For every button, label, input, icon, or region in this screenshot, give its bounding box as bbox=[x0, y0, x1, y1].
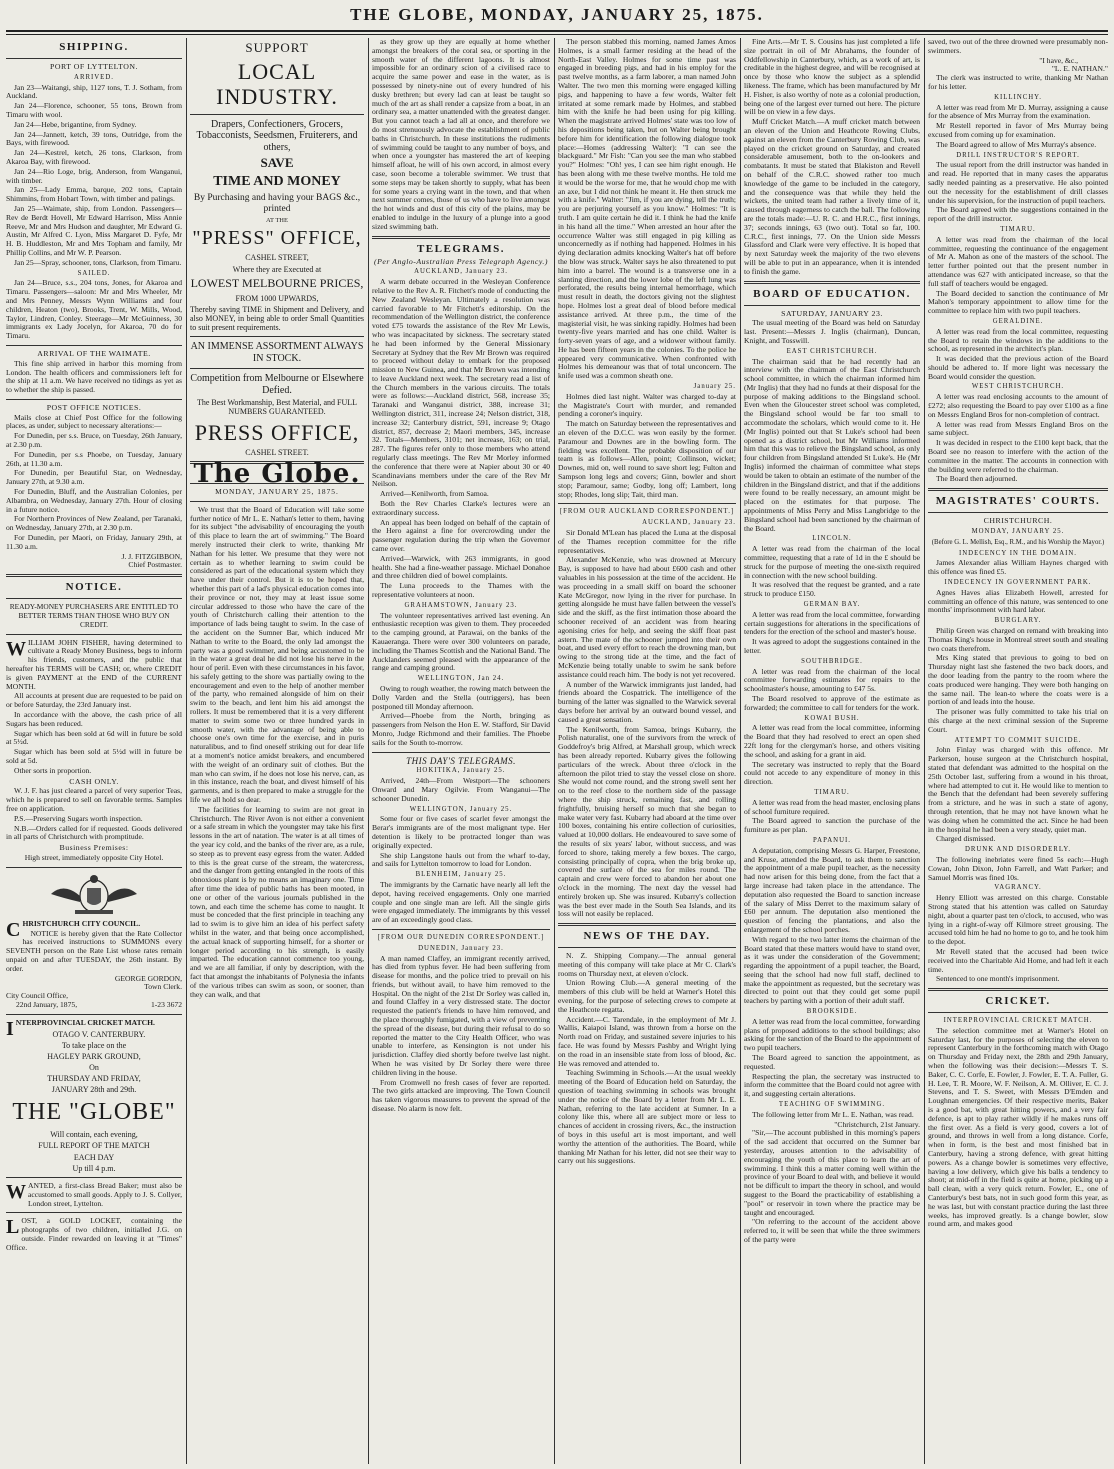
board-subheading: PAPANUI. bbox=[813, 836, 851, 844]
board-text: A letter was read from the local committee, requesting the Board to retain the windows in the additions to the school, as represented in the architect's plan. bbox=[928, 326, 1108, 354]
divider bbox=[372, 929, 550, 930]
cash-only-heading: CASH ONLY. bbox=[69, 776, 119, 786]
shipping-heading: SHIPPING. bbox=[59, 41, 129, 53]
board-text: The Board agreed to sanction the purchase of the furniture as per plan. bbox=[744, 816, 920, 835]
news-of-the-day-heading: NEWS OF THE DAY. bbox=[583, 930, 711, 943]
todays-telegrams-heading: THIS DAY'S TELEGRAMS. bbox=[406, 755, 516, 766]
cricket-teams: OTAGO V. CANTERBURY. bbox=[52, 1029, 146, 1039]
board-intro: The usual meeting of the Board was held on Saturday last. Present:—Messrs J. Inglis (chairman), Duncan, Knight, and Tosswill. bbox=[744, 318, 920, 345]
telegram-text: Some four or five cases of scarlet fever amongst the Berar's immigrants are of the most malignant type. Her detention is likely to be protracted longer than was originally expected. bbox=[372, 814, 550, 850]
telegram-text: Arrived—Warwick, with 263 immigrants, in good health. She had a fine-weather passage. Michael Donahoe and three children died of bowel complaints. bbox=[372, 553, 550, 581]
board-text: The Board then adjourned. bbox=[936, 474, 1018, 484]
telegram-text: Holmes died last night. Walter was charged to-day at the Magistrate's Court with murder, and remanded pending a coroner's inquiry. bbox=[558, 391, 736, 419]
sailed-heading: SAILED. bbox=[77, 269, 111, 277]
letter-signature: "L. E. NATHAN." bbox=[1051, 64, 1108, 74]
divider bbox=[6, 1014, 182, 1015]
court-text: Mr Revell stated that the accused had been twice received into the Charitable Aid Home, and had left it each time. bbox=[928, 946, 1108, 974]
arrived-list-item: Jan 25—Lady Emma, barque, 202 tons, Captain Shimmins, from Hobart Town, with timber and palings. bbox=[6, 185, 182, 204]
globe-ad-line: Will contain, each evening, bbox=[50, 1130, 138, 1140]
dateline: AUCKLAND, January 23. bbox=[642, 519, 736, 527]
column-rule bbox=[368, 38, 369, 1464]
court-bench: (Before G. L. Mellish, Esq., R.M., and his Worship the Mayor.) bbox=[931, 538, 1105, 546]
post-office-heading: POST OFFICE NOTICES. bbox=[46, 402, 142, 412]
muff-cricket-text: Muff Cricket Match.—A muff cricket match between an eleven of the Union and Heathcote Rowing Clubs, against an eleven from the Canterbury Rowing Club, was played on the cricket ground on Saturday, and created considerable amusement, both to the on-lookers and combatants. It must be stated that Blakiston and Revell on behalf of the C.R.C. showed rather too much knowledge of the game to be included in the category, and the consequence was that while they held the wickets, the united team had rather a lively time of it, caused through eagerness to catch the ball. The following are the totals made:—U. R. C. and H.R.C., first innings, 37; seconds innings, 63 (two out). Total so far, 100. C.R.C., first innings, 77. On the Union side Messrs Glassford and Clark were very effective. It is hoped that by next Saturday week the majority of the two elevens will be able to put in an appearance, when it is intended to finish the game. bbox=[744, 117, 920, 276]
fine-arts-text: Fine Arts.—Mr T. S. Cousins has just completed a life size portrait in oil of Mr Abrahams, the founder of Oddfellowship in Canterbury, which, as a work of art, is creditable in the highest degree, and will be recognised at once by those who know the subject as a splendid likeness. The frame, which has been manufactured by Mr H. Fisher, is also worthy of note as a colonial production, being one of the largest ever turned out here. The picture will be on view in a few days. bbox=[744, 38, 920, 117]
telegram-text: Arrived—Kenilworth, from Samoa. bbox=[380, 489, 489, 499]
board-text: It was decided in respect to the £100 kept back, that the Board see no reason to interfere with the action of the committee in the matter. The accounts in connection with the building were referred to the chairman. bbox=[928, 438, 1108, 474]
board-text: Respecting the plan, the secretary was instructed to inform the committee that the Board could not agree with it, and suggesting certain alterations. bbox=[744, 1071, 920, 1099]
fisher-notice-list bbox=[6, 692, 182, 775]
notice-subheading: READY-MONEY PURCHASERS ARE ENTITLED TO BETTER TERMS THAN THOSE WHO BUY ON CREDIT. bbox=[9, 602, 179, 629]
ad-support: SUPPORT bbox=[245, 40, 309, 55]
court-subheading: INDECENCY IN THE DOMAIN. bbox=[958, 549, 1077, 557]
telegram-text: The Luna proceeds to the Thames with the representative volunteers at noon. bbox=[372, 581, 550, 600]
nb-text: N.B.—Orders called for if requested. Goods delivered in all parts of Christchurch with promptitude. bbox=[6, 823, 182, 842]
ad-from: FROM 1000 UPWARDS, bbox=[235, 293, 319, 303]
divider bbox=[558, 923, 736, 926]
court-text: Henry Elliott was arrested on this charge. Constable Strong stated that his attention was called on Saturday night, about a quarter past ten o'clock, to accused, who was lying in a right-of-way off Kilmore street grousing. The accused told him he had no home to go to, and he took him to the depot. bbox=[928, 893, 1108, 947]
divider bbox=[928, 512, 1108, 513]
board-date: SATURDAY, JANUARY 23. bbox=[781, 308, 883, 318]
board-text: A letter was read from Messrs England Bros on the same subject. bbox=[928, 419, 1108, 438]
column-2 bbox=[190, 38, 364, 1464]
board-text: A letter was read from the local committee, forwarding plans of proposed additions to the school buildings; also asking for the sanction of the Board to the appointment of two pupil teachers. bbox=[744, 1016, 920, 1053]
post-office-list-item: For Dunedin, Bluff, and the Australian Colonies, per Albambra, on Wednesday, January 27th. Hour of closing in a future notice. bbox=[6, 487, 182, 514]
board-text: A letter was read from the local committee, forwarding certain suggestions for alterations in the specifications of tenders for the erection of the school and master's house. bbox=[744, 609, 920, 637]
divider bbox=[190, 114, 364, 115]
post-office-list-item: For Dunedin, per Beautiful Star, on Wednesday, January 27th, at 9.30 a.m. bbox=[6, 468, 182, 487]
column-rule bbox=[554, 38, 555, 1464]
dateline: AUCKLAND, January 23. bbox=[414, 268, 508, 276]
ad-by-purchasing: By Purchasing and having your BAGS &c., printed bbox=[193, 193, 361, 214]
board-subheading: TEACHING OF SWIMMING. bbox=[778, 1101, 886, 1109]
telegram-text: An appeal has been lodged on behalf of the captain of the Hero against a fine for overcrowding under the passenger regulation during the trip when the Governor came over. bbox=[372, 517, 550, 554]
board-text: The Board agreed to allow of Mrs Murray's absence. bbox=[936, 139, 1097, 149]
cricket-place-1: To take place on the bbox=[61, 1040, 127, 1050]
board-subheading: LINCOLN. bbox=[812, 535, 852, 543]
telegram-text: The immigrants by the Carnatic have nearly all left the depot, having received engagements. Only one married couple and one single man are left. All the single girls were engaged immediately. The immigrants by this vessel are of an exceedingly good class. bbox=[372, 879, 550, 925]
divider bbox=[928, 988, 1108, 991]
news-items-item: Union Rowing Club.—A general meeting of the members of this club will be held at Warner's Hotel this evening, for the purpose of selecting crews to compete at the Heathcote regatta. bbox=[558, 978, 736, 1014]
cricket-text: The selection committee met at Warner's Hotel on Saturday last, for the purposes of selecting the eleven to represent Canterbury in the forthcoming match with Otago on Thursday and Friday next, the 28th and 29th January, when the following was their decision:—Messrs T. S. Baker, C. C. Corfe, E. Fowler, J. Fowler, E. T. A. Fuller, G. H. Lee, T. R. Moore, W. F. Neilson, A. M. Olliver, E. C. J. Stevens, and T. S. Sweet, with Messrs D'Emden and Loughnan emergencies. Of their respective merits, Baker is a good bat, with great hitting powers, and a very fair defence, is apt to play rather wildly if he makes runs off the first over. As a field is very good, covers a lot of ground, and throws in well from a long distance. Corfe, when in form, is the best and most finished bat in Canterbury, having a strong defence, with great hitting powers. As a change bowler is sometimes very effective, having a low delivery, which give his balls a tendency to shoot; at mid-off in the field is quite at home, picking up a ball clean, with a very quick return. Fowler, E., one of Canterbury's best bats, not in such good form this year, as he was last, but with constant practice during the last three weeks, has improved greatly. Is a change bowler, slow round arm, and makes good bbox=[928, 1025, 1108, 1229]
drop-cap: I bbox=[6, 1017, 14, 1040]
telegram-text: Arrived—Phoebe from the North, bringing as passengers from Nelson the Hon E. W. Stafford, Sir David Monro, Judge Richmond and their families. The Phoebe sails for the South to-morrow. bbox=[372, 711, 550, 747]
letter-date: "Christchurch, 21st January. bbox=[834, 1119, 920, 1129]
board-text: The usual report from the drill instructor was handed in and read. He reported that in many cases the apparatus sadly needed painting as a preservative. He also pointed out the necessity for the establishment of drill classes under his supervision, for the instruction of pupil teachers. bbox=[928, 160, 1108, 205]
column-rule bbox=[740, 38, 741, 1464]
column-rule bbox=[186, 38, 187, 1464]
ad-best: The Best Workmanship, Best Material, and FULL NUMBERS GUARANTEED. bbox=[196, 398, 358, 417]
board-text: The Board agreed to sanction the appointment, as requested. bbox=[744, 1053, 920, 1071]
board-subheading: GERMAN BAY. bbox=[803, 601, 861, 609]
postmaster-title: Chief Postmaster. bbox=[128, 560, 182, 570]
board-text: With regard to the two latter items the chairman of the Board stated that these matters would have to stand over, as it was under the consideration of the Government; regarding the appointment of a pupil teacher, the Board, seeing that the school had now full staff, declined to make the appointment as requested, but the secretary was directed to point out that they could get some pupil teachers by parting with a portion of their adult staff. bbox=[744, 934, 920, 1006]
letter-closing: "I have, &c., bbox=[1039, 55, 1078, 65]
cricket-place-2: HAGLEY PARK GROUND, bbox=[47, 1051, 141, 1061]
arrived-list-item: Jan 24—Hebe, brigantine, from Sydney. bbox=[14, 119, 137, 129]
board-subheading: TIMARU. bbox=[1000, 225, 1036, 233]
divider bbox=[6, 634, 182, 635]
board-text: The Board resolved to approve of the estimate as forwarded; the committee to call for tenders for the work. bbox=[744, 693, 920, 712]
drop-cap: W bbox=[6, 1180, 26, 1203]
board-text: The secretary was instructed to reply that the Board could not accede to any expenditure of money in this direction. bbox=[744, 759, 920, 787]
court-text: Sentenced to one month's imprisonment. bbox=[936, 974, 1060, 984]
arrived-list bbox=[6, 84, 182, 268]
arrived-list-item: Jan 25—Spray, schooner, tons, Clarkson, from Timaru. bbox=[14, 257, 182, 267]
board-text: The Board decided to sanction the continuance of Mr Mahon's temporary appointment to allow time for the committee to replace him with two pupil teachers. bbox=[928, 288, 1108, 316]
ad-immense: AN IMMENSE ASSORTMENT ALWAYS IN STOCK. bbox=[190, 341, 364, 364]
telegram-text: The Kenilworth, from Samoa, brings Kubarry, the Polish naturalist, one of the survivors from the wreck of Goddefroy's brig Alfred, at Marshall group, which wreck has been already reported. Kubarry gives the following particulars of the wreck. About three o'clock in the afternoon the pilot tried to stay the vessel close on shore. She would not come round, and the strong swell sent her on to the reef close to the northern side of the passage where the ship struck, remaining fast, and rolling frightfully, bruising herself so much that she began to make water very fast. Kubarry had aboard at the time over 100 boxes, containing his entire collection of curiosities, valued at 10,000 dollars. He endeavoured to save some of the results of six years' labor, without success, and was forced to shore, taking merely a few boxes. The cargo, consisting principally of copra, when the brig broke up, covered the surface of the sea for miles round. The captain and crew were forced to abandon her about one o'clock in the morning. The next day the vessel had entirely broken up. She was insured. Kubarry's collection was the best ever made in the South Sea Islands, and its loss will not easily be replaced. bbox=[558, 724, 736, 919]
telegram-text: Both the Rev Charles Clarke's lectures were an extraordinary success. bbox=[372, 499, 550, 517]
telegram-text: Alexander McKenzie, who was drowned at Mercury Bay, is supposed to have had about £600 cash and other valuables in his possession at the time of the accident. He was proceeding in a small skiff on board the schooner Kate McGregor, now lying in the river for purchase. In getting alongside he must have fallen between the vessel's side and the skiff, as the first intimation those aboard the schooner received of an accident was from hearing agonising cries for help, and seeing the skiff float past astern. The mate of the schooner jumped into their own boat, and used every effort to reach the drowning man, but owing to the strong tide at the time, and the fact of McKenzie being totally unable to swim he sank before assistance could reach him. The body is not yet recovered. bbox=[558, 555, 736, 679]
ad-cashel-street: CASHEL STREET, bbox=[245, 253, 309, 263]
board-text: The clerk was instructed to write, thanking Mr Nathan for his letter. bbox=[928, 73, 1108, 91]
ad-local-industry: LOCAL INDUSTRY. bbox=[216, 58, 338, 110]
ad-time-money: TIME AND MONEY bbox=[213, 173, 341, 189]
divider bbox=[6, 399, 182, 400]
correspondent-heading: [FROM OUR DUNEDIN CORRESPONDENT.] bbox=[377, 933, 545, 941]
arrival-waimate-heading: ARRIVAL OF THE WAIMATE. bbox=[37, 348, 151, 358]
drop-cap: W bbox=[6, 637, 26, 660]
court-text: The following inebriates were fined 5s each:—Hugh Cowan, John Dixon, John Farrell, and Watt Parker; and Samuel Morris was fined 10s. bbox=[928, 854, 1108, 882]
ad-cashel-street-2: CASHEL STREET. bbox=[245, 447, 309, 457]
telegram-text: Owing to rough weather, the rowing match between the Dolly Varden and the Stella (outriggers), has been postponed till Monday afternoon. bbox=[372, 683, 550, 711]
masthead-rule-thin bbox=[6, 34, 1108, 35]
dateline: DUNEDIN, January 23. bbox=[418, 944, 504, 952]
column-rule bbox=[924, 38, 925, 1464]
cricket-days: THURSDAY AND FRIDAY, bbox=[47, 1074, 141, 1084]
premises-heading: Business Premises: bbox=[59, 843, 129, 853]
board-text: A letter was read from the head master, enclosing plans of school furniture required. bbox=[744, 797, 920, 816]
court-subheading: ATTEMPT TO COMMIT SUICIDE. bbox=[954, 736, 1082, 744]
cricket-subheading: INTERPROVINCIAL CRICKET MATCH. bbox=[943, 1017, 1093, 1025]
divider bbox=[6, 1177, 182, 1178]
board-text: A letter was read enclosing accounts to the amount of £272; also requesting the Board to pay over £100 as a fine on Messrs England Bros for non-completion of contract. bbox=[928, 392, 1108, 419]
news-items-item: N. Z. Shipping Company.—The annual general meeting of this company will take place at Mr C. Clark's rooms on Thursday next, at eleven o'clock. bbox=[558, 951, 736, 978]
divider bbox=[190, 368, 364, 369]
board-text: A letter was read from the chairman of the local committee, requesting the continuance of the engagement of Mr A. Mahon as one of the masters of the school. The letter further pointed out that the present number in attendance was 627 with anticipated increase, so that the full staff of teachers would be engaged. bbox=[928, 234, 1108, 288]
telegram-text: A man named Claffey, an immigrant recently arrived, has died from typhus fever. He had been suffering from disease for months, and the police tried to prevail on his friends, but without avail, to have him removed to the Hospital. On the night of the 21st Dr Sorley was called in, and found Claffey in a very distressed state. The doctor requested the patient's friends to have him removed, and the place thoroughly fumigated, with a view of preventing the spread of the disease, but during their refusal to do so reported the matter to the City Health Officer, who was unable to interfere, as Kensington is not under his jurisdiction. Claffey died shortly before twelve last night. When he was visited by Dr Sorley there were three children living in the house. bbox=[372, 953, 550, 1077]
council-notice-text: NOTICE is hereby given that the Rate Collector has received instructions to SUMMONS every SEVENTH person on the Rate List whose rates remain unpaid on and after TUESDAY, the 26th instant. By order. bbox=[6, 928, 182, 973]
telegram-text: She ship Langstone hauls out from the wharf to-day, and sails for Lyttelton tomorrow to load for London. bbox=[372, 850, 550, 869]
letter-text: "On referring to the account of the accident above referred to, it will be seen that while the three swimmers of the party were bbox=[744, 1217, 920, 1244]
ad-press-office-2: PRESS OFFICE, bbox=[194, 419, 360, 445]
column-1 bbox=[6, 38, 182, 1464]
post-office-list-item: Mails close at Chief Post Office for the following places, as under, subject to necessary alterations:— bbox=[6, 412, 182, 431]
column-3 bbox=[372, 38, 550, 1464]
fisher-notice-text: ILLIAM JOHN FISHER, having determined to cultivate a Ready Money Business, begs to inform his friends, customers, and the public that hereafter his TERMS will be CASH; or, where CREDIT is given PAYMENT at the END of the CURRENT MONTH. bbox=[6, 637, 182, 691]
globe-ad-line: FULL REPORT OF THE MATCH bbox=[38, 1141, 150, 1151]
dateline: WELLINGTON, Jan 24. bbox=[417, 675, 505, 683]
divider bbox=[6, 867, 182, 868]
court-text: Agnes Haves alias Elizabeth Howell, arrested for committing an offence of this nature, was sentenced to one months' imprisonment with hard labor. bbox=[928, 587, 1108, 615]
court-text: Charged dismissed. bbox=[936, 834, 996, 844]
board-text: A letter was read from Mr D. Murray, assigning a cause for the absence of Mrs Murray from the examination. bbox=[928, 102, 1108, 121]
divider bbox=[372, 752, 550, 753]
divider bbox=[744, 281, 920, 284]
sailed-list bbox=[6, 279, 182, 341]
dateline: GRAHAMSTOWN, January 23. bbox=[404, 601, 518, 609]
sailed-list-item: Jan 24—Bruce, s.s., 204 tons, Jones, for Akaroa and Timaru. Passengers—saloon: Mr and Mrs Wheeler, Mr and Mrs Penney, Messrs Wynn Williams and four children, Heaton (two), Brooks, Trent, W. Mills, Wood, Taylor, Lindren, Conley. Steerage—Mr McGuinness, 30 immigrants ex Lady Jocelyn, for Akaroa, 70 do for Timaru. bbox=[6, 278, 182, 341]
news-items-item: Accident.—C. Tarendale, in the employment of Mr J. Wallis, Kaiapoi Island, was thrown from a horse on the North road on Friday, and sustained severe injuries to his face. He was found by Messrs Pashby and Wright lying on the road in an insensible state from loss of blood, &c. He was removed and attended to. bbox=[558, 1014, 736, 1068]
court-text: Mrs King stated that previous to going to bed on Thursday night last she fastened the two back doors, and the door leading from the pantry to the room where the coats produced were hanging. They were both hanging on the same nail. The lean-to where the coats were is a portion of and leads into the house. bbox=[928, 653, 1108, 707]
post-office-list-item: For Dunedin, per s.s Phoebe, on Tuesday, January 26th, at 11.30 a.m. bbox=[6, 449, 182, 468]
arrived-list-item: Jan 23—Waitangi, ship, 1127 tons, T. J. Sotham, from Auckland. bbox=[6, 82, 182, 101]
board-text: A deputation, comprising Messrs G. Harper, Freestone, and Kruse, attended the Board, to ask them to sanction the appointment of a male pupil teacher, as the necessity had now arisen for this being done, from the fact that a large increase had taken place in the attendance. The deputation also requested the Board to sanction increase of the salary of Miss Derret to the maximum salary of £60 per annum. The deputation also mentioned the question of fencing the plantations, and also the enlargement of the school porches. bbox=[744, 845, 920, 934]
letter-text: "Sir,—The account published in this morning's papers of the sad accident that occurred on the Sumner bar yesterday, arouses attention to the advisability of encouraging the youth of this place to learn the art of swimming. I think this a matter coming well within the province of your Board to deal with, and believe it would not be difficult to impart the theory in school, and would suggest to the Board the practicability of establishing a "pool" or reservoir in town where the practice may be taught and encouraged. bbox=[744, 1128, 920, 1217]
board-text: It was agreed to adopt the suggestions contained in the letter. bbox=[744, 637, 920, 655]
divider bbox=[744, 305, 920, 306]
council-heading: HRISTCHURCH CITY COUNCIL. bbox=[22, 918, 141, 928]
council-ref: 1-23 3672 bbox=[150, 999, 182, 1009]
ad-where: Where they are Executed at bbox=[232, 264, 322, 274]
court-text: Philip Green was charged on remand with breaking into Thomas King's house in Montreal street south and stealing two coats therefrom. bbox=[928, 626, 1108, 653]
arrived-list-item: Jan 24—Florence, schooner, 55 tons, Brown from Timaru with wool. bbox=[6, 101, 182, 119]
postmaster-name: J. J. FITZGIBBON, bbox=[121, 551, 182, 561]
dateline: HOKITIKA, January 25. bbox=[416, 767, 506, 775]
magistrates-courts-heading: MAGISTRATES' COURTS. bbox=[935, 495, 1101, 508]
town-clerk-title: Town Clerk. bbox=[144, 982, 182, 992]
globe-ad-line: EACH DAY bbox=[73, 1152, 115, 1162]
board-text: The Board agreed with the suggestions contained in the report of the drill instructor. bbox=[928, 205, 1108, 224]
cricket-dates: JANUARY 28th and 29th. bbox=[51, 1085, 137, 1095]
board-subheading: EAST CHRISTCHURCH. bbox=[786, 347, 878, 355]
editorial-text-item: We trust that the Board of Education will take some further notice of Mr L. E. Nathan's letter to them, having for its subject "the advisability of encouraging the youth of this place to learn the art of swimming." The Board merely instructed their clerk to write, thanking Mr Nathan for his letter. We presume that they were not certain as to whether learning to swim could be considered as part of the educational system which they have under their control. But it is to be hoped that, whether this part of a lad's physical education comes into their province or not, they may at least issue some circular addressed to those who have the care of the youth of Christchurch calling their attention to the importance of lads being taught to swim. In the case of the accident on the Sumner Bar, which induced Mr Nathan to write to the Board, the only lad amongst the party was a good swimmer, and being accustomed to be in the water a great deal he did not lose his nerve in the hour of peril. Even with these circumstances in his favor, his safely getting to the shore was partially owing to the encouragement and even to the help of another member of the party, who remained alongside of him on their swim to the beach, and lent him his aid amongst the rollers. It must be remembered that it is a very different matter to swim some two or three hundred yards in smooth water, with the advantage of being able to choose one's own time for the exercise, and in puris naturalibus, and to find oneself striking out for dear life at a moment's notice amidst breakers, and encumbered with the weight of an ordinary suit of clothes. But the man who can swim, if he does not lose his nerve, can, as in this instance, reach the boat, and divest himself of his garments, and is then prepared to make a struggle for the life we all hold so dear. bbox=[190, 504, 364, 805]
board-text: It was decided that the previous action of the Board should be adhered to. If more light was necessary the Board would consider the question. bbox=[928, 354, 1108, 381]
telegram-text: Arrived, 24th—From Westport—The schooners Onward and Mary Ogilvie. From Wanganui—The schooner Dunedin. bbox=[372, 776, 550, 803]
board-text: The following letter from Mr L. E. Nathan, was read. bbox=[752, 1109, 914, 1119]
divider bbox=[928, 488, 1108, 491]
ad-lowest-prices: LOWEST MELBOURNE PRICES, bbox=[190, 275, 364, 290]
council-date: 22nd January, 1875, bbox=[16, 999, 78, 1009]
divider bbox=[6, 58, 182, 59]
telegram-text: The volunteer representatives arrived last evening. An enthusiastic reception was given to them. They proceeded to the camping ground, at Parawai, on the banks of the Kauaeranga. There were over 300 volunteers on parade, including the Thames Scottish and the National Band. The Aucklanders seemed pleased with the appearance of the range and camping ground. bbox=[372, 610, 550, 673]
stabbing-report: The person stabbed this morning, named James Amos Holmes, is a small farmer residing at the head of the North-East Valley. Holmes for some time past was engaged in breeding pigs, and had in his employ for the past twelve months, as a farm laborer, a man named John Walter. The two men this morning were engaged killing pigs, and happening to have a few words, Walter felt irritated at some remark made by Holmes, and stabbed him with the knife he had been using for pig killing. When the magistrate arrived Holmes' state was too low of his depositions being taken, but on Walter being brought before him for identification the following dialogue took place:—Homes (addressing Walter): "I can see the blackguard." Mr Fish: "Can you see the man who stabbed you?" Holmes: "Oh! yes, I can see him right enough. He has been along with me these twelve months. He told me it would be the worse for me, that he would chop me with an axe, but I did not think he meant it. He then struck me with a knife." Walter: "Jim, if you are dying, tell the truth; you are perjuring yourself as you know." Holmes: "It is truth. I am quite certain he did it. I think he had the knife in his hand all the time." When arrested an hour after the occurrence Walter was still engaged in pig killing as unconcernedly as if nothing had happened. Holmes in his dying declaration admits knocking Walter's hat off before the blow was struck. Walter says he also threatened to put him into a barrel. The wound is a transverse one in a slanting direction, and the lower lobe of the left lung was perforated, the results being internal hemorrhage, which must result in death, the doctors giving not the slightest hope. Holmes lost a great deal of blood before medical assistance arrived. At three p.m., the time of the magisterial visit, he was sinking rapidly. Holmes had been twenty-five years married and has one child. Walter is forty-seven years of age, and a widower without family. He has been fifteen years in the colonies. To the police he appeared very communicative. When confronted with Holmes his demeanour was that of total unconcern. The knife used was a common sheath one. bbox=[558, 38, 736, 381]
page-columns bbox=[6, 38, 1108, 1464]
telegrams-heading: TELEGRAMS. bbox=[416, 242, 506, 255]
arrived-list-item: Jan 24—Kestrel, ketch, 26 tons, Clarkson, from Akaroa Bay, with firewood. bbox=[6, 148, 182, 166]
arrived-list-item: Jan 24—Jannett, ketch, 39 tons, Outridge, from the Bays, with firewood. bbox=[6, 129, 182, 148]
drop-cap: L bbox=[6, 1216, 20, 1239]
masthead-rule bbox=[6, 30, 1108, 32]
post-office-list bbox=[6, 414, 182, 552]
board-subheading: KOWAI BUSH. bbox=[804, 714, 860, 722]
board-subheading: BROOKSIDE. bbox=[806, 1008, 858, 1016]
cricket-heading: CRICKET. bbox=[985, 995, 1051, 1008]
post-office-list-item: For Northern Provinces of New Zealand, per Taranaki, on Wednesday, January 27th, at 2.30 p.m. bbox=[6, 514, 182, 533]
port-heading: PORT OF LYTTELTON. bbox=[50, 62, 138, 71]
divider bbox=[6, 574, 182, 577]
cricket-ad-heading: NTERPROVINCIAL CRICKET MATCH. bbox=[15, 1017, 155, 1027]
editorial-text bbox=[190, 506, 364, 1000]
court-date: MONDAY, JANUARY 25. bbox=[971, 528, 1065, 536]
fisher-notice-list-item: Other sorts in proportion. bbox=[14, 765, 92, 775]
masthead: THE GLOBE, MONDAY, JANUARY 25, 1875. bbox=[350, 5, 764, 24]
town-clerk-name: GEORGE GORDON, bbox=[114, 973, 182, 983]
telegram-text: A warm debate occurred in the Wesleyan Conference relative to the Rev A. R. Fitchett's mode of conducting the New Zealand Wesleyan. Ultimately a resolution was carried favorable to Mr Fitchett's editorship. On the recommendation of the Wellington district, the conference voted £75 towards the assistance of the Rev Mr Lewis, who was incapacitated by sickness. The secretary stated he had been informed by the General Missionary Secretary at Sydney that the Rev Mr Brown was required to proceed without delay to embark for the proposed mission to New Guinea, and that Mr Brown was intending to leave Auckland next week. The secretary read a list of the Church members in the various circuits. The totals were as follows:—Auckland district, 568, increase 35; Taranaki and Wanganui district, 388, increase 31; Wellington district, 311, increase 24; Nelson district, 318, increase 32; Canterbury district, 591, increase 9; Otago district, 857, decrease 2; Maori members, 345, increase 32. Totals—Members, 3101; net increase, 163; on trial, 287. The figures refer only to those members who attend regularly class meetings. The Rev Mr Morley informed the conference that there were at Napier about 30 or 40 Scandinavians members under the care of the Rev Mr Neilson. bbox=[372, 277, 550, 489]
cricket-on: On bbox=[89, 1063, 99, 1073]
fisher-notice-list-item: In accordance with the above, the cash price of all Sugars has been reduced. bbox=[6, 710, 182, 728]
board-subheading: DRILL INSTRUCTOR'S REPORT. bbox=[956, 151, 1080, 159]
arrived-list-item: Jan 24—Rio Loge, brig, Anderson, from Wanganui, with timber. bbox=[6, 166, 182, 185]
dateline: January 25. bbox=[693, 383, 736, 391]
court-text: The prisoner was fully committed to take his trial on this charge at the next criminal session of the Supreme Court. bbox=[928, 707, 1108, 734]
lost-ad-text: OST, a GOLD LOCKET, containing the photographs of two children, initialled J.G. on outside. Finder rewarded on leaving it at "Times" Office. bbox=[6, 1216, 182, 1252]
ad-trades: Drapers, Confectioners, Grocers, Tobacconists, Seedsmen, Fruiterers, and others, bbox=[196, 118, 358, 153]
dateline: BLENHEIM, January 25. bbox=[415, 871, 507, 879]
globe-ad-title: THE "GLOBE" bbox=[12, 1098, 176, 1125]
board-subheading: KILLINCHY. bbox=[994, 93, 1042, 101]
cash-only-text: W. J. F. has just cleared a parcel of very superior Teas, which he is prepared to sell on favorable terms. Samples free on application. bbox=[6, 786, 182, 813]
notice-heading: NOTICE. bbox=[65, 581, 123, 594]
board-text: The chairman said that he had recently had an interview with the chairman of the East Christchurch school committee, in which the chairman informed him (Mr Inglis) that they had no funds at their disposal for the purpose of making additions to the Bingsland school. Even when the Gloucester street school was completed, the Bingsland school would be far too small to accommodate the scholars, which would come to it. He (Mr Inglis) pointed out that St Luke's school had been opened as a district school, but Mr Williams informed him that this was to relieve the Bingsland school, as only four children from Bingsland attended St Luke's. He (Mr Inglis) informed the chairman of committee what steps would be taken to obtain an estimate of the number of the children in the Bingsland district, and that if the additions were found to be really necessary, an amount might be placed on the estimates for that purpose. The appointments of Miss Perry and Miss Langbridge to the Bingsland school had been sanctioned by the chairman of the Board. bbox=[744, 356, 920, 533]
ad-competition: Competition from Melbourne or Elsewhere Defied. bbox=[190, 373, 364, 396]
telegram-text: Sir Donald M'Lean has placed the Luna at the disposal of the Thames reception committee for the rifle representatives. bbox=[558, 528, 736, 555]
council-office: City Council Office, bbox=[6, 991, 69, 1001]
divider bbox=[372, 236, 550, 239]
divider bbox=[928, 1012, 1108, 1013]
board-text: It was resolved that the request be granted, and a rate struck to produce £150. bbox=[744, 580, 920, 599]
telegram-text: From Cromwell no fresh cases of fever are reported. The two girls attacked are improving. The Town Council has taken vigorous measures to prevent the spread of the disease. No alarm is now felt. bbox=[372, 1077, 550, 1114]
dateline: WELLINGTON, January 25. bbox=[409, 805, 513, 813]
editorial-dateline: MONDAY, JANUARY 25, 1875. bbox=[215, 486, 339, 496]
wanted-ad-text: ANTED, a first-class Bread Baker; must also be accustomed to small goods. Apply to J. S. Collyer, London street, Lyttelton. bbox=[28, 1180, 182, 1208]
ps-text: P.S.—Preserving Sugars worth inspection. bbox=[14, 813, 143, 823]
board-of-education-heading: BOARD OF EDUCATION. bbox=[753, 287, 911, 300]
news-items bbox=[558, 952, 736, 1166]
globe-ad-line: Up till 4 p.m. bbox=[72, 1163, 116, 1173]
drop-cap: C bbox=[6, 918, 21, 941]
court-text: John Finlay was charged with this offence. Mr Parkerson, house surgeon at the Christchurch hospital, stated that defendant was admitted to the hospital on the 25th October last, suffering from a wound in his throat, where had attempted to cut it. He would like to mention to the Bench that the defendant had been severely suffering from a stricture, and he was in such a state of agony, through retention, that he may not have known what he was doing when he committed the act. Since he had been in the hospital he had been a very steady, quiet man. bbox=[928, 745, 1108, 834]
arrived-heading: ARRIVED. bbox=[74, 73, 114, 81]
post-office-list-item: For Dunedin, per s.s. Bruce, on Tuesday, 26th January, at 2.30 p.m. bbox=[6, 431, 182, 450]
column-4 bbox=[558, 38, 736, 1464]
court-subheading: DRUNK AND DISORDERLY. bbox=[964, 846, 1072, 854]
board-subheading: TIMARU. bbox=[814, 788, 850, 796]
column-6 bbox=[928, 38, 1108, 1464]
court-city: CHRISTCHURCH. bbox=[983, 516, 1053, 526]
editorial-text-item: The facilities for learning to swim are not great in Christchurch. The River Avon is not either a convenient or a safe stream in which the youngster may take his first lessons in the art of natation. The water is at all times of the year icy cold, and the banks of the river are, as a rule, so steep as to prevent easy egress from the water. Added to this is the great curse of the stream, the watercress, and the danger from getting entangled in the roots of this obnoxious plant is by no means an imaginary one. Time after time the idea of public baths has been mooted, in one or other of the various journals published in the town, and each time the scheme has come to naught. It must be conceded that the first principle in teaching any lad to swim is to give him an idea of his perfect safety whilst in the water, and that being once accomplished, the actual knack of supporting himself, for a shorter or longer period according to his strength, is easily imparted. The education cannot commence too young, and we are all familiar, if only by description, with the fact that amongst the inhabitants of Polynesia the infants of the various tribes can swim as soon, or sooner, than they can walk, and that bbox=[190, 804, 364, 999]
arrival-waimate-text: This fine ship arrived in harbor this morning from London. The health officers and commissioners left for the ship at 11 a.m. We have received no tidings as yet as to whether the ship is passed. bbox=[6, 358, 182, 395]
premises-text: High street, immediately opposite City Hotel. bbox=[24, 852, 164, 862]
divider bbox=[6, 345, 182, 346]
telegram-text: The match on Saturday between the representatives and an eleven of the D.C.C. was won easily by the former. Paramour and Downes are in the bowling form. The fielding was excellent. The probable disposition of our team is as follows—Allen, point; Collinson, wicket; Downes, mid on, well round to save short leg; Fulton and Sampson long legs and covers; Ginn, bowler and short stop; Paramour, same; Godby, long off; Lambert, long stop; Rhodes, long slip; Tait, third man. bbox=[558, 419, 736, 499]
divider bbox=[190, 336, 364, 337]
newspaper-title: The Globe. bbox=[193, 459, 361, 490]
telegram-text: A number of the Warwick immigrants just landed, had friends aboard the Cospatrick. The intelligence of the burning of the latter was signalled to the Warwick several days before her arrival by an outward bound vessel, and caused a great sensation. bbox=[558, 679, 736, 724]
editorial-continued: as they grow up they are equally at home whether amongst the breakers of the coral sea, or sporting in the smooth water of the different lagoons. It is almost impossible for an ordinary scion of a civilised race to acquire the same power and ease in the water, as is possessed by ninety-nine out of every hundred of his dusky brethren; but every lad can at least be taught so much of the art as shall render a capsize from a boat, in an ordinary sea, a matter unattended with the greatest danger. But you cannot teach a lad all at once, and therefore we do most strenuously advocate the establishment of public baths in Christchurch. In these institutions the rudiments of swimming could be taught to any number of boys, and when once a youngster has mastered the art of keeping himself afloat, he will of his own accord, in almost every case, soon become a tolerable swimmer. We trust that some steps may be taken shortly to supply, what has been for some years a crying want in the town, and that when next summer comes, those of us who have to live amongst the hot winds and dust of this city of the plains, may be enabled to indulge in the luxury of a plunge into a good sized swimming bath. bbox=[372, 38, 550, 231]
court-text: James Alexander alias William Haynes charged with this offence was fined £5. bbox=[928, 558, 1108, 577]
divider bbox=[6, 1212, 182, 1213]
fisher-notice-list-item: Sugar which has been sold at 5½d will in future be sold at 5d. bbox=[6, 747, 182, 765]
news-items-item: Teaching Swimming in Schools.—At the usual weekly meeting of the Board of Education held on Saturday, the question of teaching swimming in schools was brought under the notice of the Board by a letter from Mr L. E. Nathan, referring to the late accident at Sumner. In a colony like this, where all are subject more or less to chances of accident in crossing rivers, &c., the instruction of boys in this useful art is most important, and well worthy the attention of the authorities. The Board, while thanking Mr Nathan for his letter, did not see their way to carry out his suggestions. bbox=[558, 1068, 736, 1166]
court-subheading: BURGLARY. bbox=[994, 617, 1042, 625]
board-text: Mr Restell reported in favor of Mrs Murray being excused from coming up for examination. bbox=[928, 121, 1108, 139]
court-subheading: VAGRANCY. bbox=[994, 884, 1042, 892]
correspondent-heading: [FROM OUR AUCKLAND CORRESPONDENT.] bbox=[559, 508, 735, 516]
board-subheading: GERALDINE. bbox=[992, 317, 1044, 325]
post-office-list-item: For Dunedin, per Maori, on Friday, January 29th, at 11.30 a.m. bbox=[6, 533, 182, 551]
letter-continued: saved, two out of the three drowned were presumably non-swimmers. bbox=[928, 38, 1108, 55]
column-5 bbox=[744, 38, 920, 1464]
divider bbox=[558, 503, 736, 504]
board-subheading: WEST CHRISTCHURCH. bbox=[971, 383, 1065, 391]
coat-of-arms-icon bbox=[39, 872, 149, 916]
ad-press-office: "PRESS" OFFICE, bbox=[192, 227, 362, 250]
fisher-notice-list-item: All accounts at present due are requested to be paid on or before Saturday, the 23rd January inst. bbox=[6, 691, 182, 710]
divider bbox=[190, 501, 364, 502]
ad-thereby: Thereby saving TIME in Shipment and Delivery, and also MONEY, in being able to order Small Quantities to suit present requirements. bbox=[190, 304, 364, 333]
board-text: A letter was read from the local committee, informing the Board that they had resolved to erect an open shed 22ft long for the clergyman's horse, and others visiting the school, and asking for a grant in aid. bbox=[744, 723, 920, 759]
ad-at-the: AT THE bbox=[266, 216, 288, 224]
board-text: A letter was read from the chairman of the local committee forwarding estimates for repairs to the schoolmaster's house, amounting to £47 5s. bbox=[744, 666, 920, 694]
telegrams-agency: (Per Anglo-Australian Press Telegraph Agency.) bbox=[374, 256, 548, 266]
board-text: A letter was read from the chairman of the local committee, requesting that a rate of 1d in the £ should be struck for the purpose of meeting the one-sixth required in connection with the new school building. bbox=[744, 544, 920, 580]
board-subheading: SOUTHBRIDGE. bbox=[801, 657, 863, 665]
arrived-list-item: Jan 25—Waimate, ship, from London. Passengers—Rev de Berdt Hovell, Mr Edward Harrison, Miss Annie Reeve, Mr and Mrs Hudson and daughter, Mr Edward G. Austin, Mr Alfred C. Lyon, Miss Margaret D. Fyfe, Mr H. B. Huddleston, Mr and Mrs Topham and family, Mr Phillip Collins, and Mr W. P. Pearson. bbox=[6, 203, 182, 257]
divider bbox=[6, 598, 182, 599]
ad-save: SAVE bbox=[260, 155, 294, 171]
court-subheading: INDECENCY IN GOVERNMENT PARK. bbox=[944, 579, 1092, 587]
fisher-notice-list-item: Sugar which has been sold at 6d will in future be sold at 5½d. bbox=[6, 728, 182, 747]
divider bbox=[558, 947, 736, 948]
